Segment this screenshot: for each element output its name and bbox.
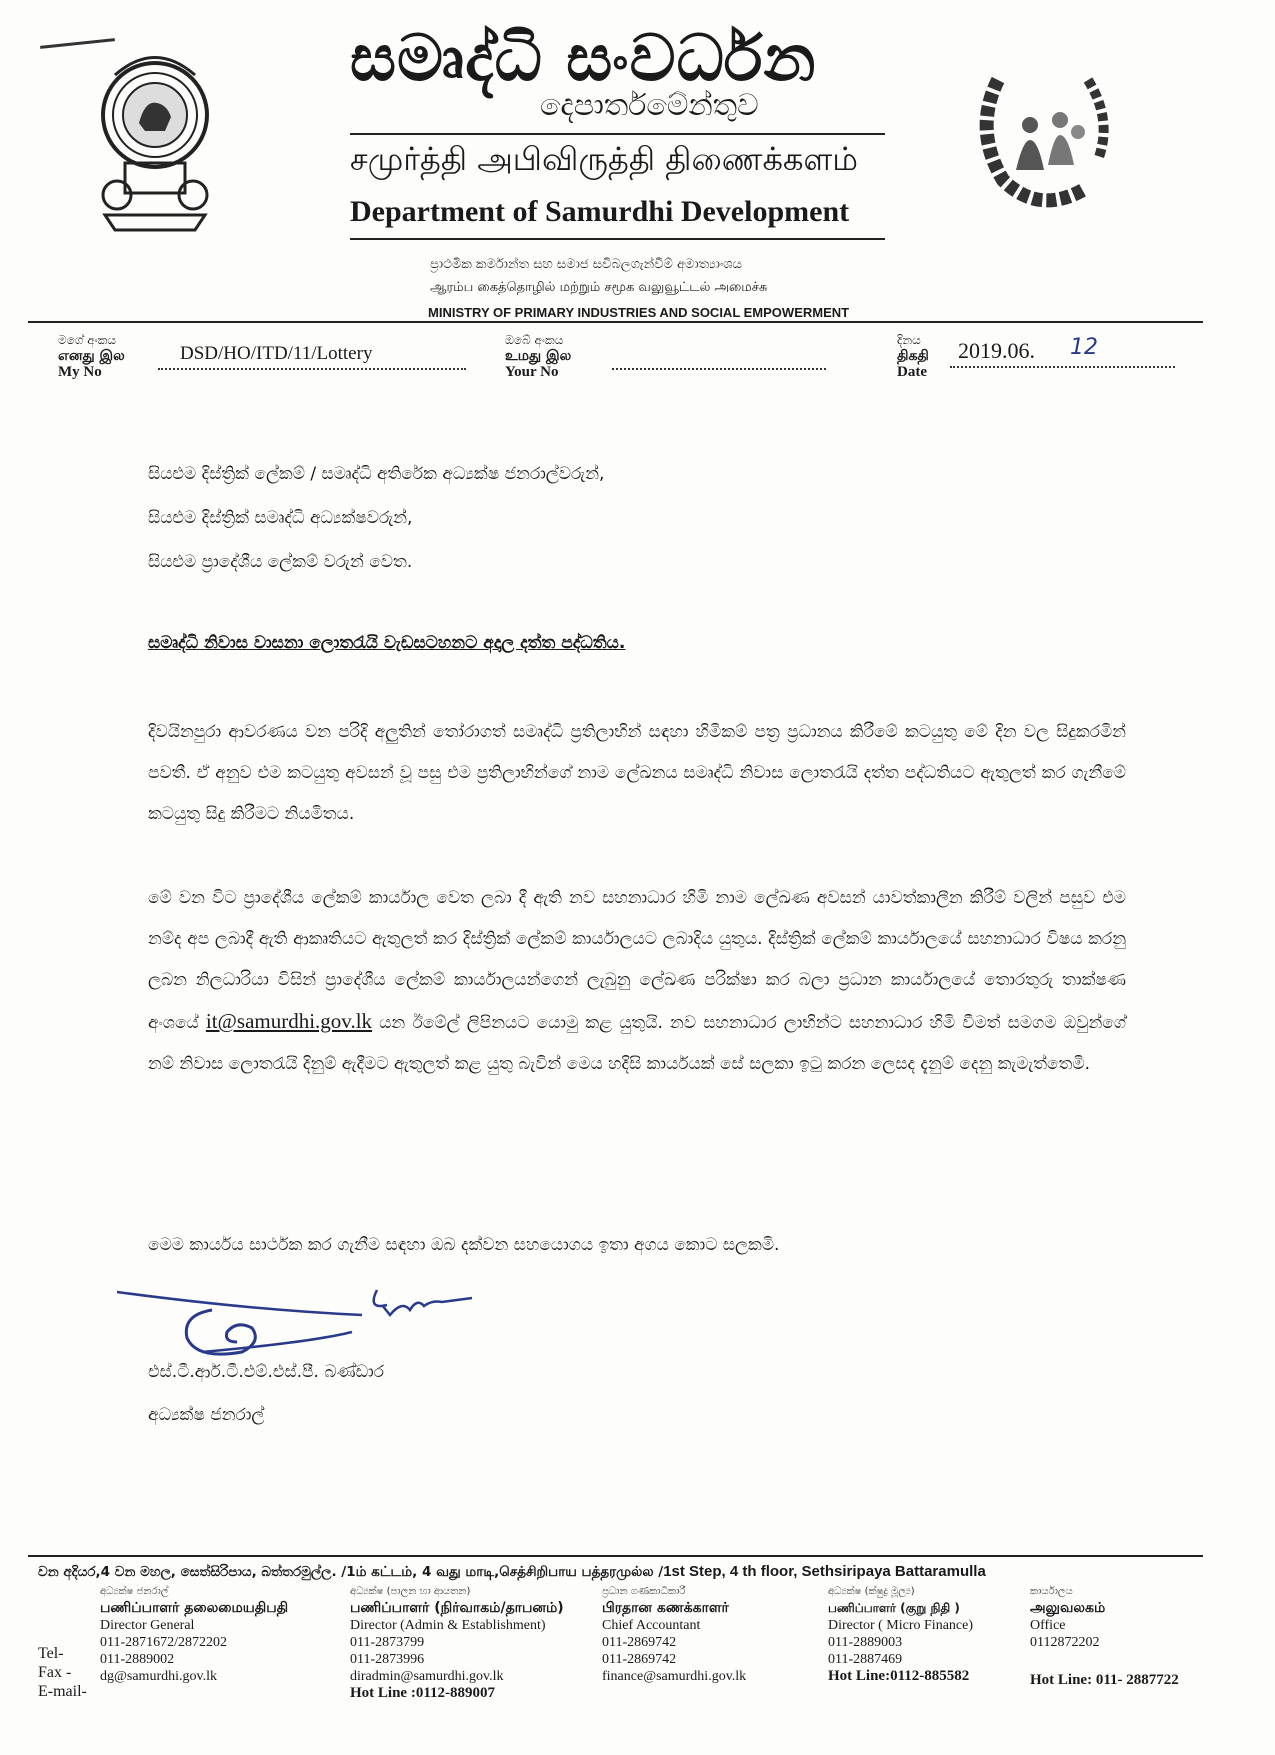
contact-director-general: අධ්‍යක්ෂ ජනරාල් பணிப்பாளர் தலைமையதிபதி Director General 011-2871672/2872202 011-2889002 dg@samurdhi.gov.lk [100,1586,289,1684]
body-paragraph-3: මෙම කාර්යය සාර්ථක කර ගැනීම සඳහා ඔබ දක්වන සහයොගය ඉතා අගය කොට සලකමි. [148,1235,780,1255]
date-handwritten-day: 12 [1070,335,1098,360]
letter-subject: සමෘද්ධි නිවාස වාසනා ලොතරැයි වැඩසටහනට අදාල දත්ත පද්ධතිය. [148,633,626,653]
body-paragraph-2: මේ වන විට ප්‍රාදේශීය ලේකම් කාර්යාල වෙත ලබා දී ඇති නව සහනාධාර හිමි නාම ලේඛණ අවසන් යාවත්කාලීන කිරීම් වලින් පසුව එම නම්ද අප ලබාදී ඇති ආකෘතියට ඇතුලත් කර දිස්ත්‍රික් ලේකම් කාර්යාලයට ලබාදිය යුතුය. දිස්ත්‍රික් ලේකම් කාර්යාලයේ සහනාධාර විෂය කරනු ලබන නිලධාරියා විසින් ප්‍රාදේශීය ලේකම් කාර්යාලයන්ගෙන් ලැබුනු ලේඛණ පරික්ෂා කර බලා ප්‍රධාන කාර්යාලයේ තොරතුරු තාක්ෂණ අංශයේ it@samurdhi.gov.lk යන ඊමේල් ලිපිනයට යොමු කළ යුතුයි. නව සහනාධාර ලාභින්ට සහනාධාර හිමි වීමත් සමගම ඔවුන්ගේ නම් නිවාස ලොතරැයි දිනුම් ඇදීමට ඇතුලත් කළ යුතු බැවින් මෙය හදිසි කාර්යයක් සේ සලකා ඉටු කරන ලෙසද දැනුම් දෙනු කැමැත්තෙමි. [148,888,1126,1074]
samurdhi-logo [968,50,1118,210]
footer-address: වන අදියර,4 වන මහල, සෙත්සිරිපාය, බත්තරමුල්ල. /1ம் கட்டம், 4 வது மாடி,செத்சிறிபாய பத்தரமுல்ல /1st Step, 4 th floor, Sethsiripaya Battaramulla [38,1563,986,1580]
office-hotline: Hot Line: 011- 2887722 [1030,1672,1179,1688]
your-no-label: ඔබේ අංකය உமது இல Your No [505,333,572,380]
addressee-line: සියළුම දිස්ත්‍රික් සමෘද්ධි අධ්‍යක්ෂවරුන්, [148,508,413,528]
date-label: දිනය திகதி Date [897,333,929,380]
contact-director-admin: අධ්‍යක්ෂ (පාලන හා ආයතන) பணிப்பாளர் (நிர்வாகம்/தாபனம்) Director (Admin & Establishment) 011-2873799 011-2873996 diradmin@samurdhi.gov.lk Hot Line :0112-889007 [350,1586,564,1701]
title-english: Department of Samurdhi Development [350,195,850,228]
footer-rule [28,1555,1203,1557]
addressee-line: සියළුම දිස්ත්‍රික් ලේකම් / සමෘද්ධි අතිරේක අධ්‍යක්ෂ ජනරාල්වරුන්, [148,464,605,484]
ministry-english: MINISTRY OF PRIMARY INDUSTRIES AND SOCIAL EMPOWERMENT [428,305,850,320]
state-emblem [95,45,215,235]
header-rule [28,321,1203,323]
body-paragraph-1: දිවයිනපුරා ආවරණය වන පරිදි අලුතින් තෝරාගත් සමෘද්ධි ප්‍රතිලාභින් සඳහා හිමිකම් පත්‍ර ප්‍රධානය කිරීමේ කටයුතු මේ දින වල සිදුකරමින් පවතී. ඒ අනුව එම කටයුතු අවසන් වූ පසු එම ප්‍රතිලාභින්ගේ නාම ලේඛනය සමෘද්ධි නිවාස ලොතරැයි දත්ත පද්ධතියට ඇතුලත් කර ගැනීමේ කටයුතු සිදු කිරීමට නියමිතය. [148,722,1126,824]
email-link[interactable]: it@samurdhi.gov.lk [205,1009,373,1033]
signatory-name: එස්.ටී.ආර්.ටී.එම්.එස්.පී. බණ්ඩාර [148,1362,385,1382]
title-tamil: சமுர்த்தி அபிவிருத்தி திணைக்களம் [350,140,859,178]
date-value: 2019.06. [958,338,1035,363]
tel-label: Tel- [38,1645,64,1662]
fax-label: Fax - [38,1664,72,1681]
title-sinhala: සමෘද්ධි සංවර්ධන [350,22,817,96]
ministry-tamil: ஆரம்ப கைத்தொழில் மற்றும் சமூக வலுவூட்டல் அமைச்சு [430,280,768,295]
contact-office: කාර්යාලය அலுவலகம் Office 0112872202 [1030,1586,1106,1650]
my-no-line [158,368,466,370]
contact-director-micro-finance: අධ්‍යක්ෂ (ක්ෂුද්‍ර මූල්‍ය) பணிப்பாளர் (குறு நிதி ) Director ( Micro Finance) 011-2889003 011-2887469 Hot Line:0112-885582 [828,1586,973,1684]
title-sinhala-sub: දෙපාර්තමේන්තුව [540,88,759,123]
signatory-title: අධ්‍යක්ෂ ජනරාල් [148,1405,265,1425]
contact-chief-accountant: ප්‍රධාන ගණකාධිකාරී பிரதான கணக்காளர் Chief Accountant 011-2869742 011-2869742 finance@samurdhi.gov.lk [602,1586,747,1684]
addressee-line: සියළුම ප්‍රාදේශීය ලේකම් වරුන් වෙත. [148,552,413,572]
title-divider-2 [350,238,885,240]
date-line [950,366,1175,368]
email-label: E-mail- [38,1683,87,1700]
title-divider [350,133,885,135]
my-no-label: මගේ අංකය எனது இல My No [58,333,125,380]
my-no-value: DSD/HO/ITD/11/Lottery [180,343,373,364]
ministry-sinhala: ප්‍රාථමික කර්මාන්ත සහ සමාජ සවිබලගැන්වීම් අමාත්‍යාංශය [430,257,742,272]
handwritten-signature [112,1280,492,1370]
your-no-line [612,368,826,370]
